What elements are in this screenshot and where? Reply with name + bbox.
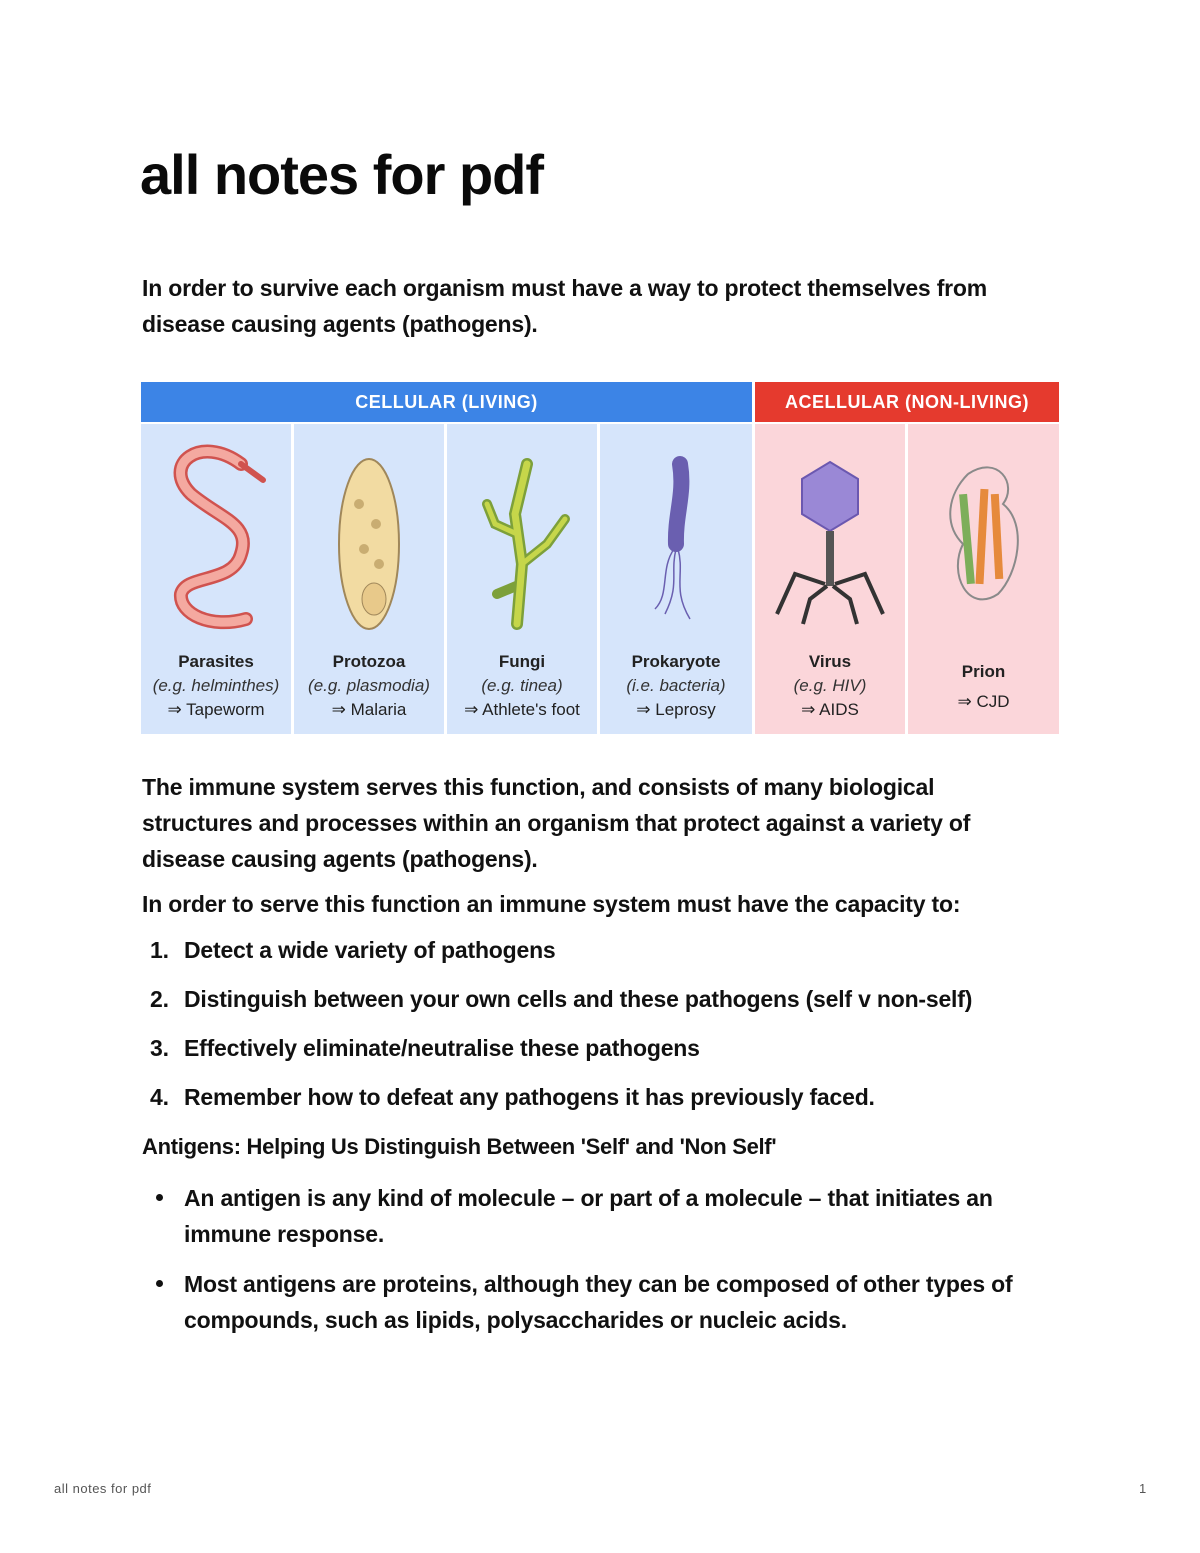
immune-system-paragraph: The immune system serves this function, and consists of many biological structures and processes within an organism that protect against a variety of disease causing agents (pathogens). [142, 774, 971, 872]
panel-disease: ⇒ Tapeworm [167, 700, 265, 719]
cellular-header: CELLULAR (LIVING) [141, 382, 752, 422]
bullet-icon [156, 1280, 163, 1287]
panel-prion [908, 424, 1059, 734]
list-text: Detect a wide variety of pathogens [184, 937, 556, 963]
list-text: Distinguish between your own cells and these pathogens (self v non-self) [184, 986, 973, 1012]
bacteria-illustration [600, 424, 752, 644]
protozoa-illustration [294, 424, 444, 644]
panel-example: (e.g. plasmodia) [308, 676, 430, 695]
capacities-list [142, 932, 1042, 1128]
list-item [142, 1180, 1062, 1252]
acellular-header: ACELLULAR (NON-LIVING) [755, 382, 1059, 422]
panel-disease: ⇒ Athlete's foot [464, 700, 580, 719]
list-item [142, 1266, 1062, 1338]
panel-example: (e.g. HIV) [793, 676, 867, 695]
panel-protozoa [294, 424, 444, 734]
prion-illustration [908, 424, 1059, 644]
list-item [142, 932, 1042, 968]
list-number: 3. [150, 1035, 169, 1061]
panel-caption [141, 650, 291, 722]
bullet-icon [156, 1194, 163, 1201]
tapeworm-illustration [141, 424, 291, 644]
list-text: An antigen is any kind of molecule – or part of a molecule – that initiates an immune response. [184, 1185, 993, 1247]
panel-disease: ⇒ AIDS [801, 700, 859, 719]
panel-example: (e.g. helminthes) [152, 676, 280, 695]
list-item [142, 981, 1042, 1017]
page-title: all notes for pdf [140, 143, 543, 206]
panel-disease: ⇒ CJD [957, 692, 1010, 711]
panel-prokaryote [600, 424, 752, 734]
list-item [142, 1079, 1042, 1115]
panel-fungi [447, 424, 597, 734]
panel-caption [908, 660, 1059, 714]
panel-name: Protozoa [332, 652, 406, 671]
panel-caption [600, 650, 752, 722]
panel-caption [447, 650, 597, 722]
panel-parasites [141, 424, 291, 734]
panel-name: Prokaryote [631, 652, 721, 671]
panel-disease: ⇒ Malaria [331, 700, 407, 719]
panel-name: Virus [808, 652, 852, 671]
panel-name: Prion [961, 662, 1006, 681]
virus-illustration [755, 424, 905, 644]
pathogen-types-figure [141, 382, 1059, 734]
panel-example: (i.e. bacteria) [626, 676, 726, 695]
list-number: 1. [150, 937, 169, 963]
list-number: 2. [150, 986, 169, 1012]
intro-paragraph: In order to survive each organism must have a way to protect themselves from disease causing agents (pathogens). [142, 275, 988, 337]
fungi-illustration [447, 424, 597, 644]
footer-page-number: 1 [1139, 1481, 1147, 1496]
list-item [142, 1030, 1042, 1066]
capacity-intro: In order to serve this function an immune system must have the capacity to: [142, 891, 961, 917]
panel-name: Parasites [178, 652, 254, 671]
panel-disease: ⇒ Leprosy [636, 700, 716, 719]
panel-name: Fungi [498, 652, 546, 671]
panel-example: (e.g. tinea) [481, 676, 563, 695]
panel-virus [755, 424, 905, 734]
antigen-points-list [142, 1180, 1062, 1352]
list-text: Effectively eliminate/neutralise these pathogens [184, 1035, 700, 1061]
list-text: Remember how to defeat any pathogens it has previously faced. [184, 1084, 875, 1110]
panel-caption [755, 650, 905, 722]
footer-doc-name: all notes for pdf [54, 1481, 152, 1496]
antigens-heading: Antigens: Helping Us Distinguish Between 'Self' and 'Non Self' [142, 1134, 777, 1159]
list-number: 4. [150, 1084, 169, 1110]
panel-caption [294, 650, 444, 722]
list-text: Most antigens are proteins, although they can be composed of other types of compounds, such as lipids, polysaccharides or nucleic acids. [184, 1271, 1013, 1333]
